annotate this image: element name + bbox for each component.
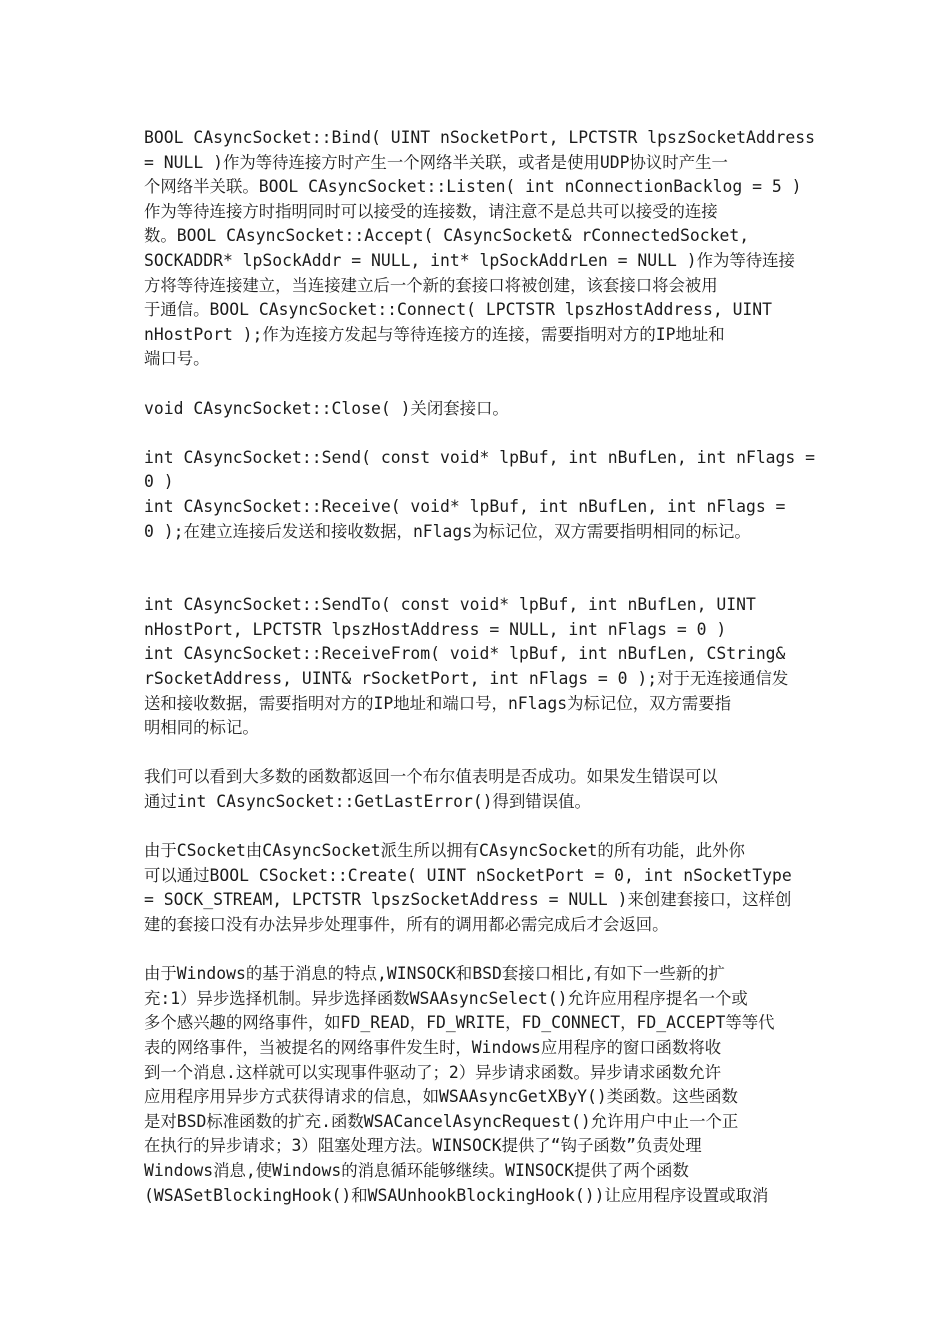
text-line: 多个感兴趣的网络事件，如FD_READ，FD_WRITE，FD_CONNECT，FD_ACCEPT等等代 [144,1013,775,1033]
text-line: 是对BSD标准函数的扩充.函数WSACancelAsyncRequest()允许用户中止一个正 [144,1111,739,1131]
text-line: 送和接收数据，需要指明对方的IP地址和端口号，nFlags为标记位，双方需要指 [144,693,732,713]
text-line: int CAsyncSocket::Receive( void* lpBuf, int nBufLen, int nFlags = [144,496,786,516]
text-line: 作为等待连接方时指明同时可以接受的连接数，请注意不是总共可以接受的连接 [144,201,718,221]
text-line: int CAsyncSocket::Send( const void* lpBuf, int nBufLen, int nFlags = [144,447,816,467]
text-line: 应用程序用异步方式获得请求的信息，如WSAAsyncGetXByY()类函数。这些函数 [144,1087,738,1107]
text-line: 端口号。 [144,349,210,369]
text-line: 我们可以看到大多数的函数都返回一个布尔值表明是否成功。如果发生错误可以 [144,767,718,787]
paragraph-socket-bind-listen-accept-connect [144,126,824,372]
paragraph-send-receive [144,446,824,544]
text-line: 由于Windows的基于消息的特点,WINSOCK和BSD套接口相比,有如下一些新的扩 [144,964,725,984]
paragraph-winsock-extensions [144,962,824,1208]
text-line: 由于CSocket由CAsyncSocket派生所以拥有CAsyncSocket的所有功能，此外你 [144,841,745,861]
paragraph-return-values [144,765,824,814]
text-line: Windows消息,使Windows的消息循环能够继续。WINSOCK提供了两个函数 [144,1160,689,1180]
text-line: = NULL )作为等待连接方时产生一个网络半关联，或者是使用UDP协议时产生一 [144,152,728,172]
paragraph-csocket-create [144,839,824,937]
text-line: 个网络半关联。BOOL CAsyncSocket::Listen( int nConnectionBacklog = 5 ) [144,177,802,197]
text-line: 可以通过BOOL CSocket::Create( UINT nSocketPort = 0, int nSocketType [144,865,792,885]
text-line: 0 ) [144,472,174,492]
text-line: int CAsyncSocket::SendTo( const void* lpBuf, int nBufLen, UINT [144,595,756,615]
text-line: nHostPort, LPCTSTR lpszHostAddress = NULL, int nFlags = 0 ) [144,619,727,639]
text-line: void CAsyncSocket::Close( )关闭套接口。 [144,398,509,418]
text-line: 建的套接口没有办法异步处理事件，所有的调用都必需完成后才会返回。 [144,915,669,934]
text-line: 在执行的异步请求；3）阻塞处理方法。WINSOCK提供了“钩子函数”负责处理 [144,1136,702,1156]
text-line: 表的网络事件，当被提名的网络事件发生时，Windows应用程序的窗口函数将收 [144,1037,722,1057]
text-line: 于通信。BOOL CAsyncSocket::Connect( LPCTSTR lpszHostAddress, UINT [144,300,773,320]
paragraph-socket-close [144,397,824,422]
text-line: 充:1）异步选择机制。异步选择函数WSAAsyncSelect()允许应用程序提名一个或 [144,988,748,1008]
text-line: 通过int CAsyncSocket::GetLastError()得到错误值。 [144,792,591,812]
text-line: rSocketAddress, UINT& rSocketPort, int nFlags = 0 );对于无连接通信发 [144,669,789,689]
text-line: nHostPort );作为连接方发起与等待连接方的连接，需要指明对方的IP地址和 [144,324,725,344]
text-line: 数。BOOL CAsyncSocket::Accept( CAsyncSocket& rConnectedSocket, [144,226,750,246]
text-line: (WSASetBlockingHook()和WSAUnhookBlockingHook())让应用程序设置或取消 [144,1185,769,1205]
text-line: 方将等待连接建立，当连接建立后一个新的套接口将被创建，该套接口将会被用 [144,275,718,295]
text-line: SOCKADDR* lpSockAddr = NULL, int* lpSockAddrLen = NULL )作为等待连接 [144,250,795,270]
paragraph-sendto-receivefrom [144,593,824,741]
text-line: 到一个消息.这样就可以实现事件驱动了；2）异步请求函数。异步请求函数允许 [144,1062,722,1082]
text-line: 0 );在建立连接后发送和接收数据，nFlags为标记位，双方需要指明相同的标记。 [144,521,751,541]
text-line: BOOL CAsyncSocket::Bind( UINT nSocketPort, LPCTSTR lpszSocketAddress [144,128,816,147]
text-line: = SOCK_STREAM, LPCTSTR lpszSocketAddress = NULL )来创建套接口，这样创 [144,890,792,910]
document-page [144,126,824,1208]
text-line: 明相同的标记。 [144,718,259,738]
text-line: int CAsyncSocket::ReceiveFrom( void* lpBuf, int nBufLen, CString& [144,644,786,664]
